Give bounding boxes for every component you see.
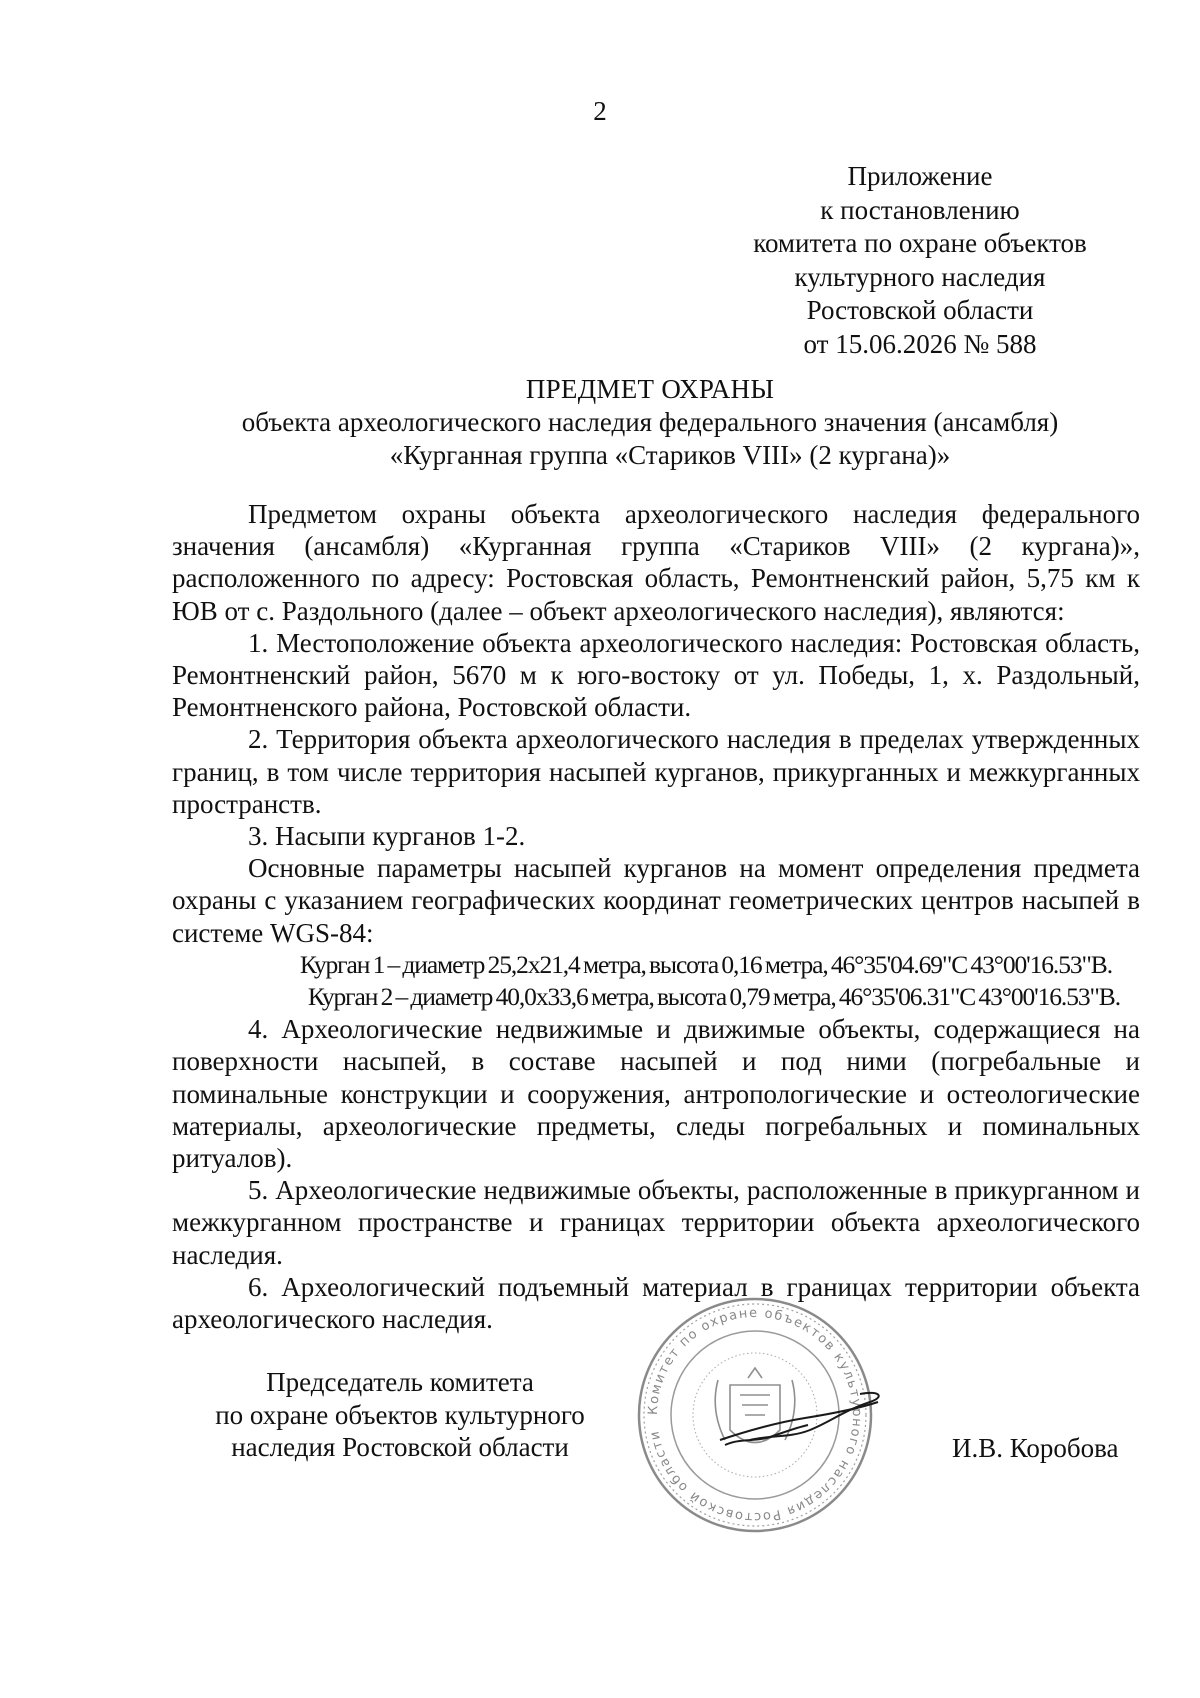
intro-paragraph: Предметом охраны объекта археологического наследия федерального значения (ансамбля) «Курганная группа «Стариков VIII» (2 кургана)», расположенного по адресу: Ростовская область, Ремонтненский район, 5,75 км к ЮВ от с. Раздольного (далее – объект археологического наследия), являются: <box>172 499 1140 626</box>
signatory-position <box>180 1366 620 1464</box>
kurgan-1-line: Курган 1 – диаметр 25,2х21,4 метра, высота 0,16 метра, 46°35'04.69"С 43°00'16.53"В. <box>299 949 1112 979</box>
appendix-line: к постановлению <box>820 194 1020 225</box>
signatory-name: И.В. Коробова <box>952 1433 1119 1463</box>
document-title <box>0 373 1200 472</box>
coat-of-arms-icon <box>715 1368 795 1443</box>
item-1-location: 1. Местоположение объекта археологического наследия: Ростовская область, Ремонтненский район, 5670 м к юго-востоку от ул. Победы, 1, х. Раздольный, Ремонтненского района, Ростовской области. <box>172 627 1140 723</box>
item-4-objects: 4. Археологические недвижимые и движимые объекты, содержащиеся на поверхности насыпей, в составе насыпей и под ними (погребальные и поминальные конструкции и сооружения, антропологические и остеологические материалы, археологические предметы, следы погребальных и поминальных ритуалов). <box>172 1014 1140 1174</box>
appendix-line: Ростовской области <box>806 295 1034 325</box>
item-5-objects: 5. Археологические недвижимые объекты, расположенные в прикурганном и межкурганном пространстве и границах территории объекта археологического наследия. <box>172 1175 1140 1270</box>
appendix-line: Приложение <box>847 161 993 191</box>
official-seal <box>630 1290 880 1540</box>
appendix-line: от 15.06.2026 № 588 <box>803 328 1037 359</box>
item-3-mounds: 3. Насыпи курганов 1-2. <box>248 821 526 852</box>
appendix-line: комитета по охране объектов <box>753 228 1087 258</box>
title-heading: ПРЕДМЕТ ОХРАНЫ <box>525 374 775 404</box>
seal-ring-text: Комитет по охране объектов культурного наследия Ростовской области <box>645 1305 865 1525</box>
item-2-territory: 2. Территория объекта археологического наследия в пределах утвержденных границ, в том числе территория насыпей курганов, прикурганных и межкурганных пространств. <box>172 724 1140 819</box>
title-subtitle: объекта археологического наследия федерального значения (ансамбля) <box>241 407 1059 437</box>
signatory-position-line: Председатель комитета <box>266 1367 534 1397</box>
page-number: 2 <box>593 96 607 126</box>
signatory-position-line: по охране объектов культурного <box>215 1399 585 1430</box>
item-6-material: 6. Археологический подъемный материал в границах территории объекта археологического наследия. <box>172 1271 1140 1335</box>
title-object-name: «Курганная группа «Стариков VIII» (2 кургана)» <box>389 440 951 470</box>
signatory-position-line: наследия Ростовской области <box>231 1432 569 1462</box>
kurgan-2-line: Курган 2 – диаметр 40,0х33,6 метра, высота 0,79 метра, 46°35'06.31"С 43°00'16.53"В. <box>307 982 1120 1012</box>
appendix-block <box>740 160 1100 361</box>
document-body <box>172 498 1140 1335</box>
params-paragraph: Основные параметры насыпей курганов на момент определения предмета охраны с указанием географических координат геометрических центров насыпей в системе WGS-84: <box>172 853 1140 948</box>
appendix-line: культурного наследия <box>794 261 1046 292</box>
